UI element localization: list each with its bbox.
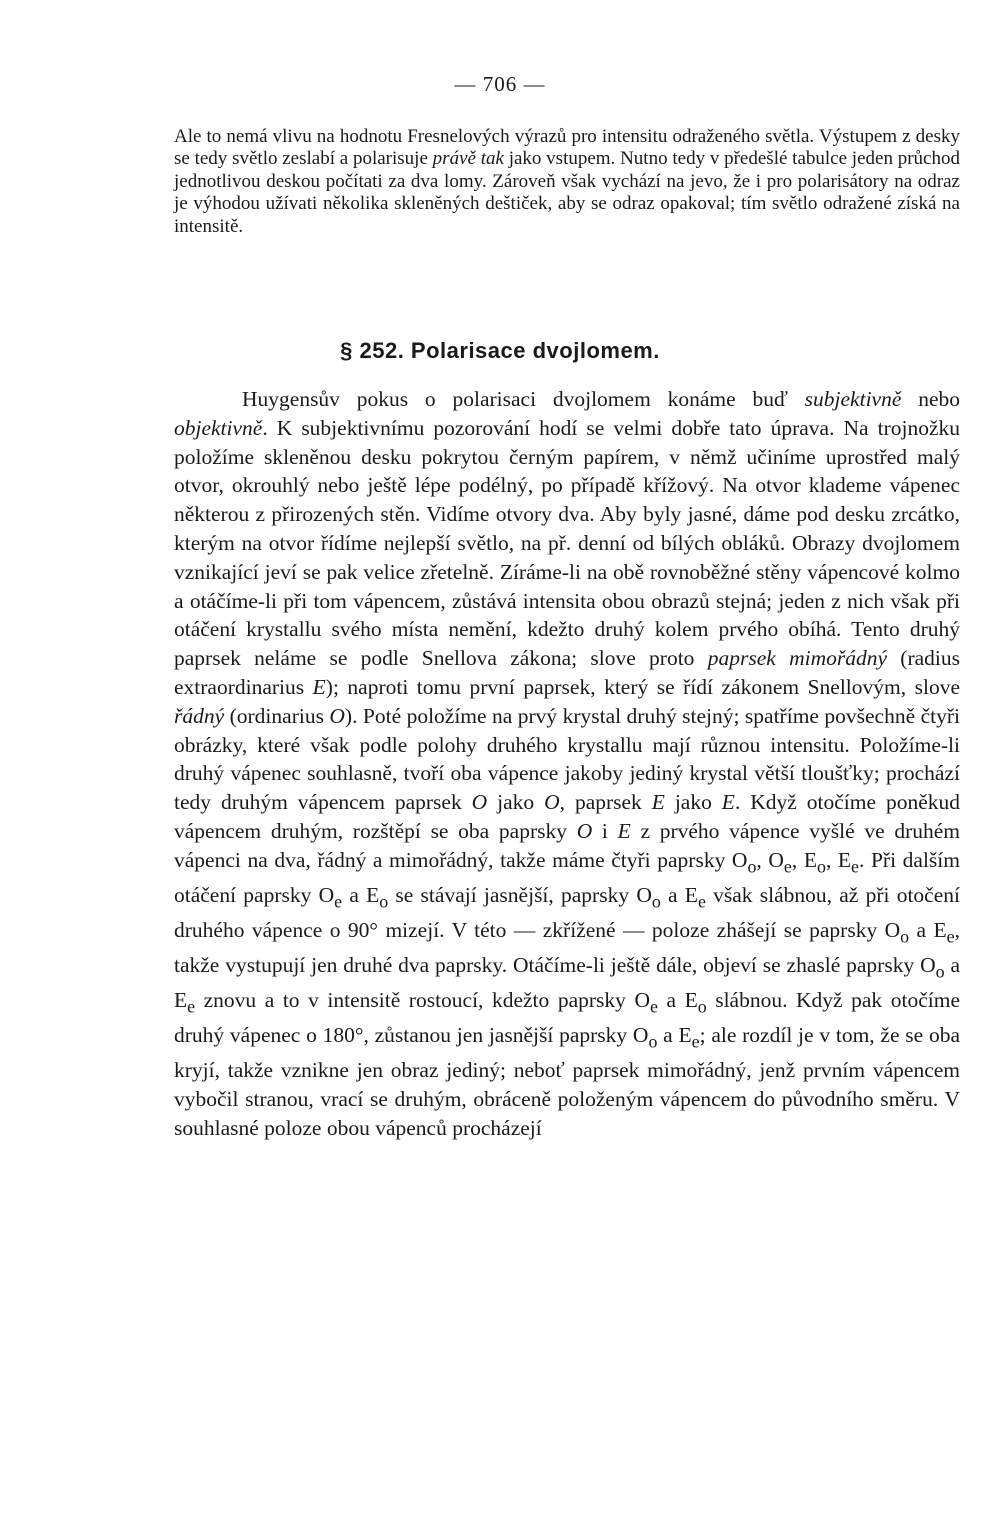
page-number: — 706 — [454, 72, 546, 96]
intro-paragraph: Ale to nemá vlivu na hodnotu Fresnelových výrazů pro intensitu odraženého světla. Výstupem z desky se tedy světlo zeslabí a polarisuje právě tak jako vstupem. Nutno tedy v předešlé tabulce jeden průchod jednotlivou deskou počítati za dva lomy. Zároveň však vychází na jevo, že i pro polarisátory na odraz je výhodou užívati několika skleněných deštiček, aby se odraz opakoval; tím světlo odražené získá na intensitě. [174, 126, 960, 237]
section-heading: § 252. Polarisace dvojlomem. [340, 338, 660, 363]
body-paragraph: Huygensův pokus o polarisaci dvojlomem konáme buď subjektivně nebo objektivně. K subjektivnímu pozorování hodí se velmi dobře tato úprava. Na trojnožku položíme skleněnou desku pokrytou černým papírem, v němž učiníme uprostřed malý otvor, okrouhlý nebo ještě lépe podélný, po případě křížový. Na otvor klademe vápenec některou z přirozených stěn. Vidíme otvory dva. Aby byly jasné, dáme pod desku zrcátko, kterým na otvor řídíme nejlepší světlo, na př. denní od bílých obláků. Obrazy dvojlomem vznikající jeví se pak velice zřetelně. Zíráme-li na obě rovnoběžné stěny vápencové kolmo a otáčíme-li při tom vápencem, zůstává intensita obou obrazů stejná; jeden z nich však při otáčení krystallu svého místa nemění, kdežto druhý kolem prvého obíhá. Tento druhý paprsek neláme se podle Snellova zákona; slove proto paprsek mimořádný (radius extraordinarius E); naproti tomu první paprsek, který se řídí zákonem Snellovým, slove řádný (ordinarius O). Poté položíme na prvý krystal druhý stejný; spatříme povšechně čtyři obrázky, které však podle polohy druhého krystallu mají různou intensitu. Položíme-li druhý vápenec souhlasně, tvoří oba vápence jakoby jediný krystal větší tloušťky; prochází tedy druhým vápencem paprsek O jako O, paprsek E jako E. Když otočíme poněkud vápencem druhým, rozštěpí se oba paprsky O i E z prvého vápence vyšlé ve druhém vápenci na dva, řádný a mimořádný, takže máme čtyři paprsky $O_o$, $O_e$, $E_o$, $E_e$. Při dalším otáčení paprsky $O_e$ a $E_o$ se stávají jasnější, paprsky $O_o$ a $E_e$ však slábnou, až při otočení druhého vápence o 90° mizejí. V této — zkřížené — poloze zhášejí se paprsky $O_o$ a $E_e$, takže vystupují jen druhé dva paprsky. Otáčíme-li ještě dále, objeví se zhaslé paprsky $O_o$ a $E_e$ znovu a to v intensitě rostoucí, kdežto paprsky $O_e$ a $E_o$ slábnou. Když pak otočíme druhý vápenec o 180°, zůstanou jen jasnější paprsky $O_o$ a $E_e$; ale rozdíl je v tom, že se oba kryjí, takže vznikne jen obraz jediný; neboť paprsek mimořádný, jenž prvním vápencem vybočil stranou, vrací se druhým, obráceně položeným vápencem do původního směru. V souhlasné poloze obou vápenců procházejí [174, 387, 960, 1140]
